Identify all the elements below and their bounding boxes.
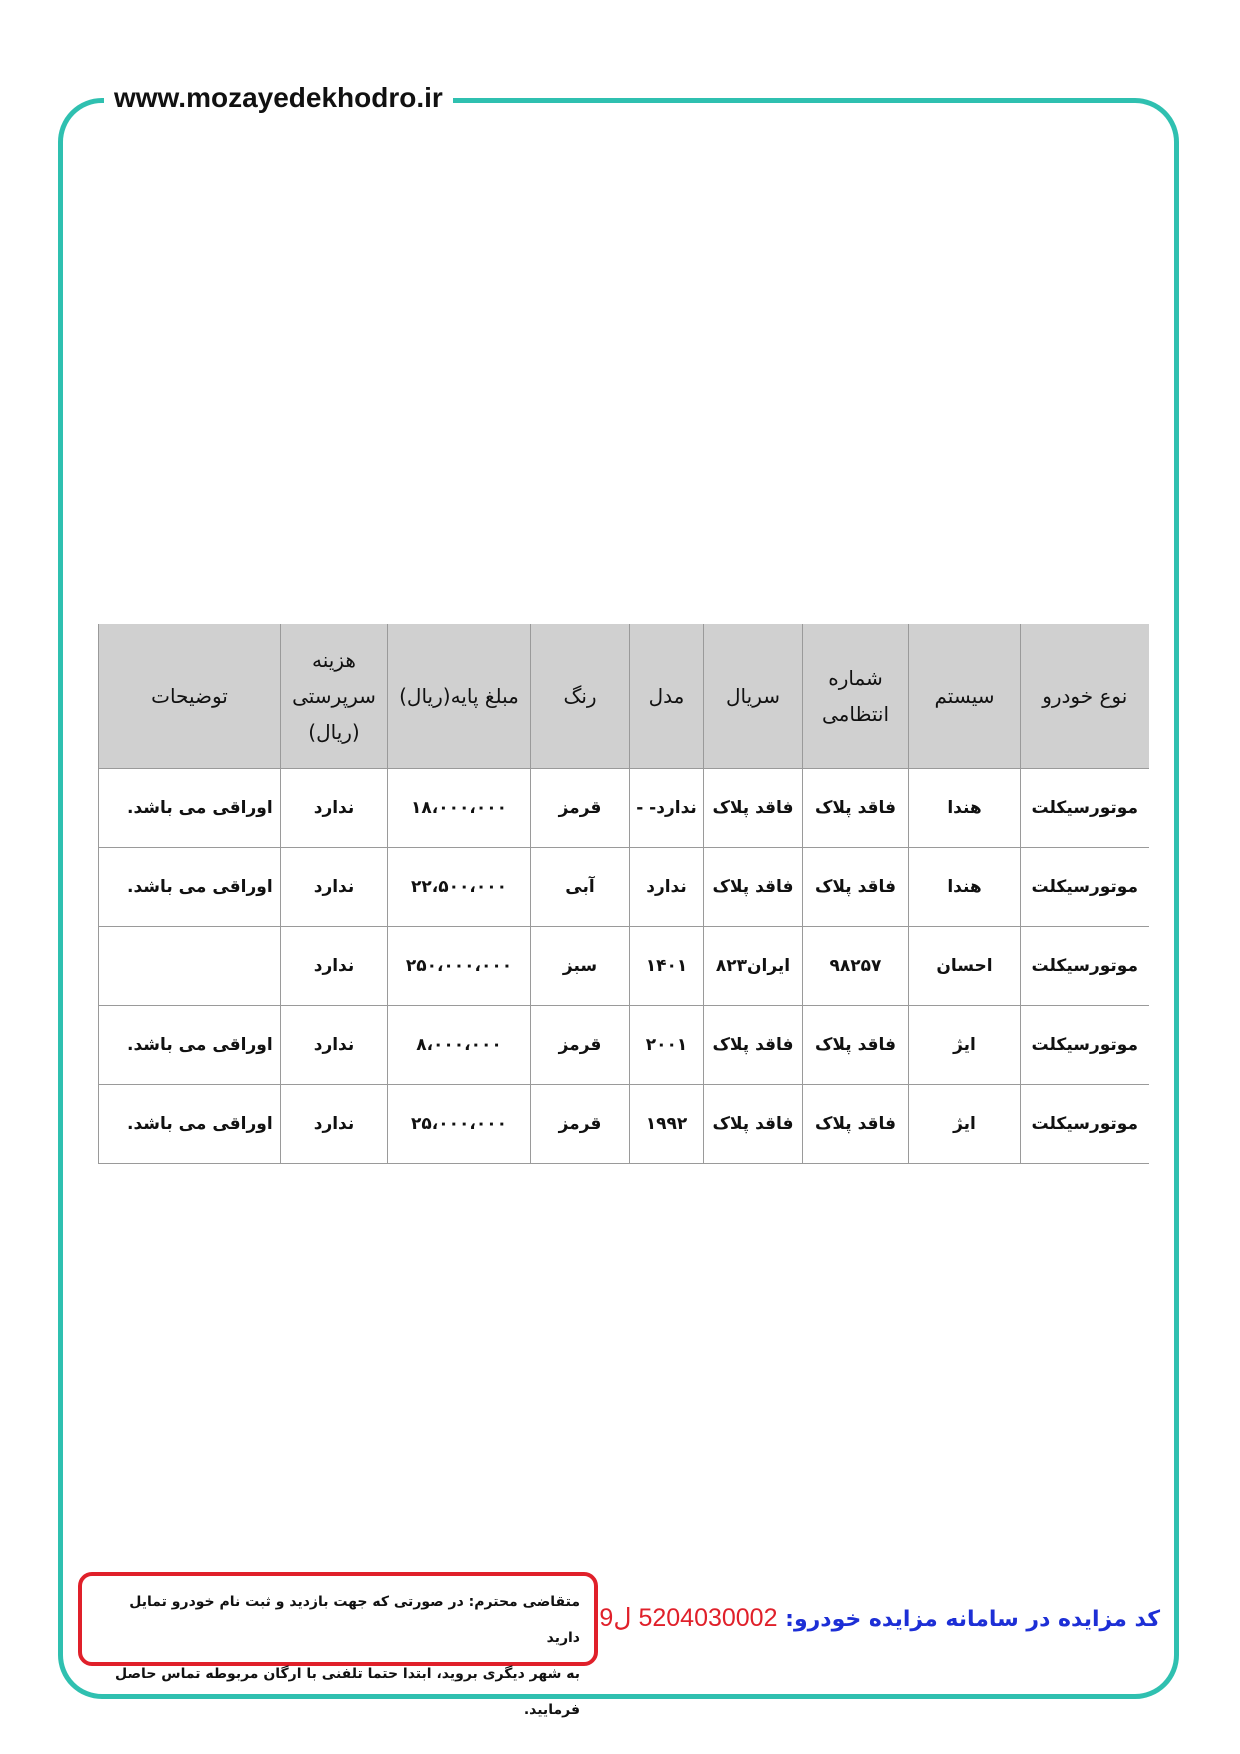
cell-system: ایژ [909,1006,1021,1085]
cell-reg-no: فاقد پلاک [803,1006,909,1085]
cell-model: ۲۰۰۱ [630,1006,704,1085]
cell-color: قرمز [531,1006,630,1085]
cell-type: موتورسیکلت [1021,927,1149,1006]
cell-serial: ایران۸۲۳ [704,927,803,1006]
table-header-row [99,624,1149,769]
notice-line-2: به شهر دیگری بروید، ابتدا حتما تلفنی با ارگان مربوطه تماس حاصل فرمایید. [115,1666,580,1718]
table-row [99,1085,1149,1164]
cell-serial: فاقد پلاک [704,848,803,927]
cell-notes: اوراقی می باشد. [99,1006,281,1085]
header-model: مدل [630,624,704,769]
cell-notes: اوراقی می باشد. [99,769,281,848]
cell-custody-cost: ندارد [281,848,388,927]
table-row [99,927,1149,1006]
cell-custody-cost: ندارد [281,769,388,848]
cell-model: ندارد- - [630,769,704,848]
header-system: سیستم [909,624,1021,769]
cell-serial: فاقد پلاک [704,769,803,848]
cell-system: هندا [909,848,1021,927]
cell-color: قرمز [531,1085,630,1164]
notice-line-1: متقاضی محترم: در صورتی که جهت بازدید و ثبت نام خودرو تمایل دارید [129,1594,580,1646]
cell-system: ایژ [909,1085,1021,1164]
cell-notes: اوراقی می باشد. [99,1085,281,1164]
cell-base-price: ۲۵،۰۰۰،۰۰۰ [388,1085,531,1164]
cell-custody-cost: ندارد [281,927,388,1006]
cell-custody-cost: ندارد [281,1085,388,1164]
auction-code-label: کد مزایده در سامانه مزایده خودرو: [785,1607,1160,1632]
cell-color: آبی [531,848,630,927]
cell-base-price: ۱۸،۰۰۰،۰۰۰ [388,769,531,848]
table-row [99,1006,1149,1085]
header-custody-cost: هزینه سرپرستی (ریال) [281,624,388,769]
auction-table [98,624,1149,1164]
header-reg-no: شماره انتظامی [803,624,909,769]
cell-reg-no: ۹۸۲۵۷ [803,927,909,1006]
cell-reg-no: فاقد پلاک [803,848,909,927]
cell-model: ۱۴۰۱ [630,927,704,1006]
cell-base-price: ۲۲،۵۰۰،۰۰۰ [388,848,531,927]
cell-color: قرمز [531,769,630,848]
cell-serial: فاقد پلاک [704,1006,803,1085]
cell-custody-cost: ندارد [281,1006,388,1085]
header-type: نوع خودرو [1021,624,1149,769]
auction-code [599,1598,1160,1640]
cell-model: ۱۹۹۲ [630,1085,704,1164]
cell-base-price: ۲۵۰،۰۰۰،۰۰۰ [388,927,531,1006]
cell-reg-no: فاقد پلاک [803,1085,909,1164]
cell-notes [99,927,281,1006]
cell-type: موتورسیکلت [1021,848,1149,927]
header-notes: توضیحات [99,624,281,769]
site-url: www.mozayedekhodro.ir [104,78,453,118]
auction-code-value: 5204030002 ل9 [599,1604,778,1632]
header-base-price: مبلغ پایه(ریال) [388,624,531,769]
cell-reg-no: فاقد پلاک [803,769,909,848]
cell-type: موتورسیکلت [1021,1006,1149,1085]
cell-type: موتورسیکلت [1021,769,1149,848]
table-row [99,769,1149,848]
cell-notes: اوراقی می باشد. [99,848,281,927]
cell-type: موتورسیکلت [1021,1085,1149,1164]
cell-serial: فاقد پلاک [704,1085,803,1164]
notice-box [78,1572,598,1718]
header-serial: سریال [704,624,803,769]
cell-base-price: ۸،۰۰۰،۰۰۰ [388,1006,531,1085]
header-color: رنگ [531,624,630,769]
cell-system: هندا [909,769,1021,848]
table-row [99,848,1149,927]
cell-model: ندارد [630,848,704,927]
cell-color: سبز [531,927,630,1006]
cell-system: احسان [909,927,1021,1006]
